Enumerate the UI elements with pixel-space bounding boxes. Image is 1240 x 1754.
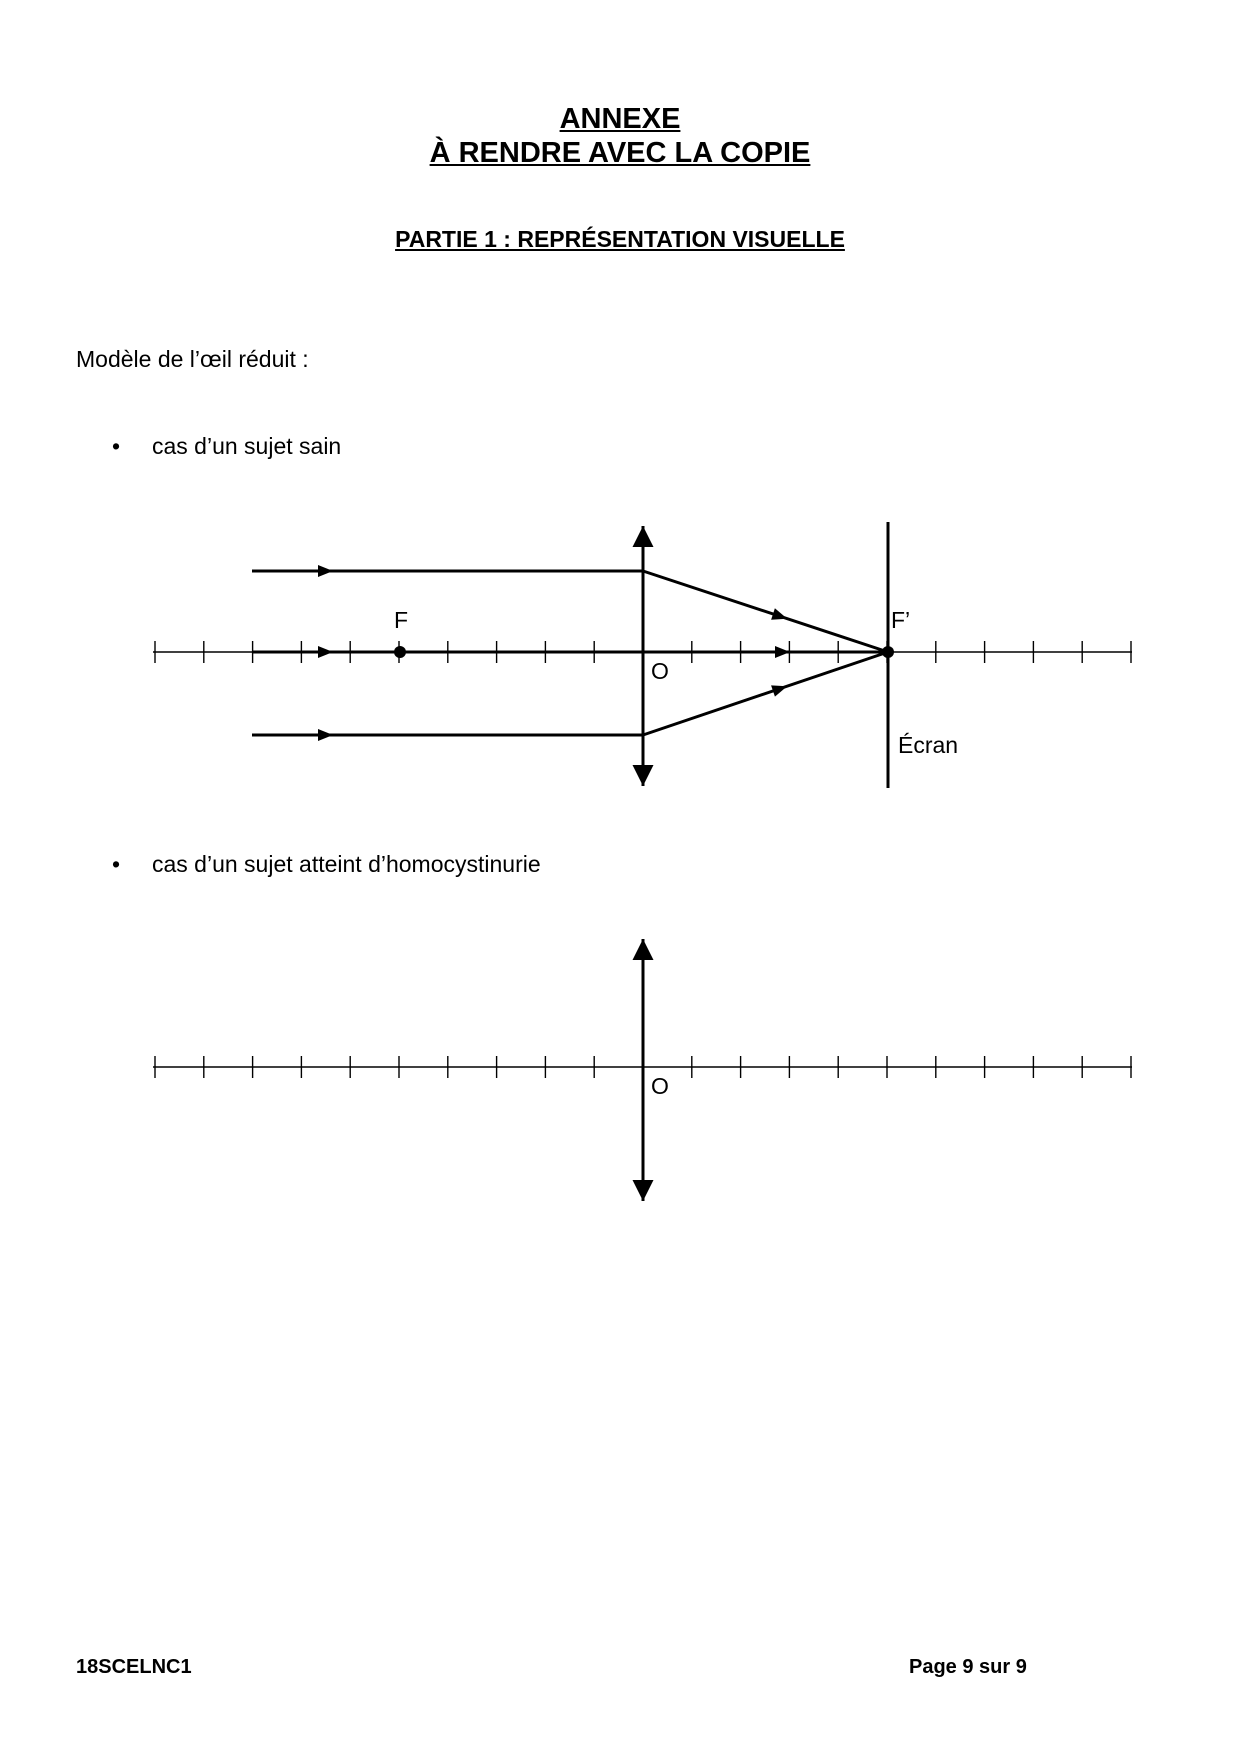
case-homocystinuria-label: cas d’un sujet atteint d’homocystinurie — [152, 851, 541, 877]
ray-arrow-icon — [318, 729, 333, 741]
ray-arrow-icon — [318, 565, 333, 577]
bullet-icon: • — [112, 433, 121, 459]
section-title: PARTIE 1 : REPRÉSENTATION VISUELLE — [395, 226, 845, 252]
focus-label: F — [394, 607, 409, 633]
page-number: Page 9 sur 9 — [909, 1656, 1027, 1678]
ray-arrow-icon — [771, 681, 789, 697]
image-focus-label: F’ — [891, 607, 911, 633]
center-label: O — [651, 1073, 669, 1099]
image-focus-point — [882, 646, 894, 658]
eye-model-diagram-homocystinuria — [0, 925, 1240, 1215]
focus-point — [394, 646, 406, 658]
bullet-icon: • — [112, 851, 121, 877]
ray-arrow-icon — [318, 646, 333, 658]
ray-arrow-icon — [771, 608, 789, 624]
intro-text: Modèle de l’œil réduit : — [76, 346, 309, 372]
eye-model-diagram-healthy — [0, 510, 1240, 800]
screen-label: Écran — [898, 732, 959, 758]
case-healthy-label: cas d’un sujet sain — [152, 433, 342, 459]
refracted-ray-bottom — [643, 652, 888, 735]
page-subtitle: À RENDRE AVEC LA COPIE — [429, 137, 811, 169]
page-title: ANNEXE — [559, 103, 681, 135]
refracted-ray-top — [643, 571, 888, 652]
center-label: O — [651, 658, 669, 684]
exam-code: 18SCELNC1 — [76, 1656, 192, 1678]
ray-arrow-icon — [775, 646, 790, 658]
